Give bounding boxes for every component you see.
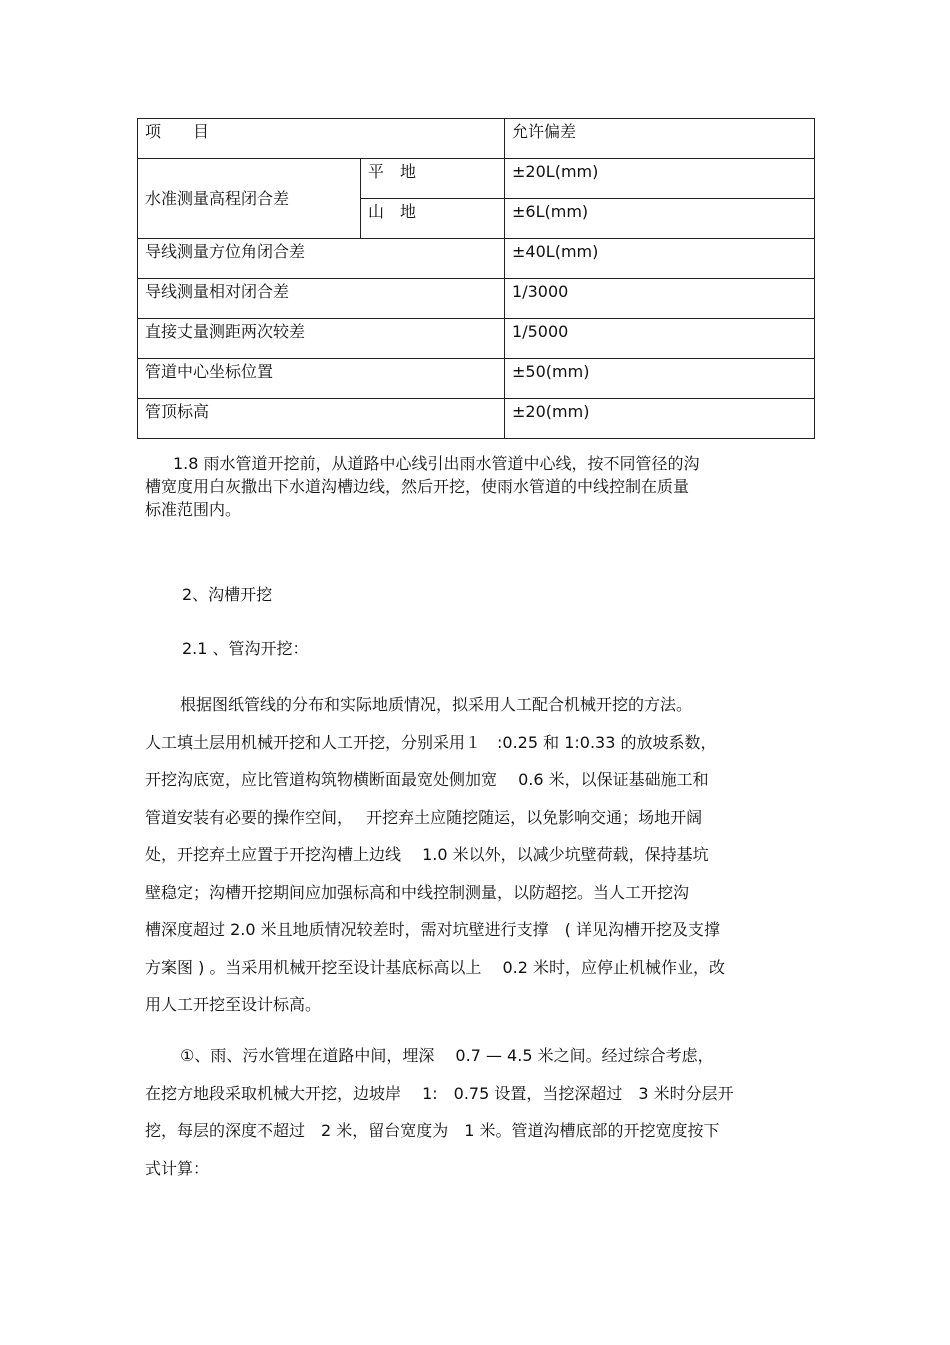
section-1-8-paragraph <box>145 452 805 521</box>
paragraph-line: 在挖方地段采取机械大开挖，边坡岸 1: 0.75 设置，当挖深超过 3 米时分层开 <box>145 1083 734 1103</box>
header-item-cell: 项 目 <box>138 119 505 159</box>
paragraph-line: 式计算： <box>145 1158 210 1178</box>
header-deviation-cell: 允许偏差 <box>505 119 815 159</box>
table-row <box>138 279 815 319</box>
row-label-cell: 导线测量方位角闭合差 <box>138 239 505 279</box>
table-header-row <box>138 119 815 159</box>
pipe-burial-paragraph <box>145 1037 805 1187</box>
leveling-label-cell: 水准测量高程闭合差 <box>138 159 361 239</box>
paragraph-line: 人工填土层用机械开挖和人工开挖，分别采用１ :0.25 和 1:0.33 的放坡系数， <box>145 732 717 752</box>
paragraph-line: 壁稳定；沟槽开挖期间应加强标高和中线控制测量，以防超挖。当人工开挖沟 <box>145 882 690 902</box>
section-heading-2: 2、沟槽开挖 <box>182 585 273 604</box>
section-heading-2-1: 2.1 、管沟开挖： <box>182 639 309 658</box>
trench-excavation-paragraph <box>145 686 805 1024</box>
table-row <box>138 399 815 439</box>
paragraph-line: 开挖沟底宽，应比管道构筑物横断面最宽处侧加宽 0.6 米，以保证基础施工和 <box>145 770 709 789</box>
survey-tolerance-table <box>137 118 815 439</box>
mountain-value-cell: ±6L(mm) <box>505 199 815 239</box>
table-row <box>138 159 815 199</box>
table-row <box>138 239 815 279</box>
paragraph-line: 管道安装有必要的操作空间， 开挖弃土应随挖随运，以免影响交通；场地开阔 <box>145 807 703 827</box>
row-label-cell: 管道中心坐标位置 <box>138 359 505 399</box>
row-value-cell: 1/3000 <box>505 279 815 319</box>
paragraph-line: 1.8 雨水管道开挖前，从道路中心线引出雨水管道中心线，按不同管径的沟 <box>173 454 700 473</box>
paragraph-line: 槽深度超过 2.0 米且地质情况较差时，需对坑壁进行支撑 ( 详见沟槽开挖及支撑 <box>145 920 720 939</box>
paragraph-line: 挖，每层的深度不超过 2 米，留台宽度为 1 米。管道沟槽底部的开挖宽度按下 <box>145 1121 720 1140</box>
row-value-cell: ±40L(mm) <box>505 239 815 279</box>
row-label-cell: 导线测量相对闭合差 <box>138 279 505 319</box>
flat-value-cell: ±20L(mm) <box>505 159 815 199</box>
paragraph-line: 根据图纸管线的分布和实际地质情况，拟采用人工配合机械开挖的方法。 <box>180 695 693 714</box>
row-label-cell: 直接丈量测距两次较差 <box>138 319 505 359</box>
row-value-cell: ±20(mm) <box>505 399 815 439</box>
paragraph-line: 标准范围内。 <box>145 500 242 519</box>
paragraph-line: ①、雨、污水管埋在道路中间，埋深 0.7 — 4.5 米之间。经过综合考虑， <box>180 1046 714 1065</box>
paragraph-line: 用人工开挖至设计标高。 <box>145 995 322 1014</box>
mountain-label-cell: 山 地 <box>361 199 505 239</box>
row-value-cell: ±50(mm) <box>505 359 815 399</box>
paragraph-line: 方案图 ) 。当采用机械开挖至设计基底标高以上 0.2 米时，应停止机械作业，改 <box>145 957 726 977</box>
paragraph-line: 槽宽度用白灰撒出下水道沟槽边线，然后开挖，使雨水管道的中线控制在质量 <box>145 477 690 496</box>
flat-label-cell: 平 地 <box>361 159 505 199</box>
row-label-cell: 管顶标高 <box>138 399 505 439</box>
table-row <box>138 359 815 399</box>
paragraph-line: 处，开挖弃土应置于开挖沟槽上边线 1.0 米以外，以减少坑壁荷载，保持基坑 <box>145 845 709 864</box>
table-row <box>138 319 815 359</box>
row-value-cell: 1/5000 <box>505 319 815 359</box>
